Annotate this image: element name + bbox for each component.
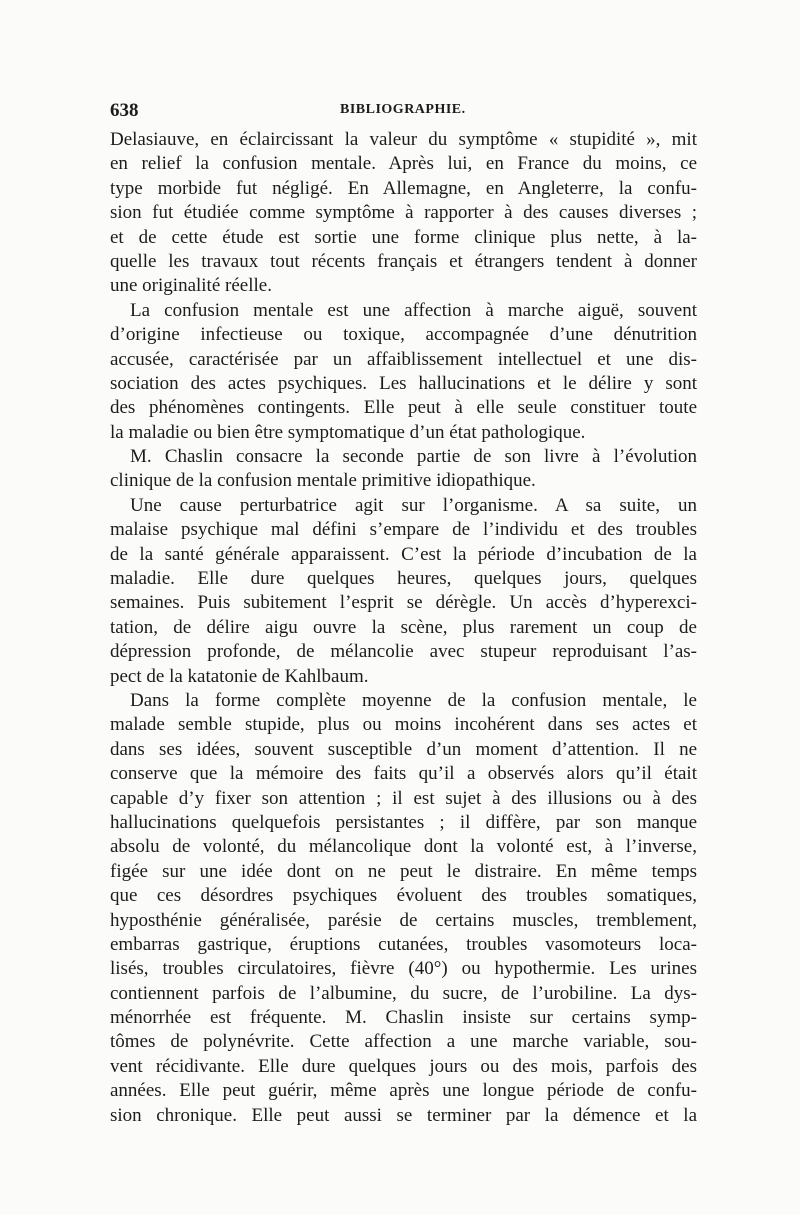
text-line: dépression profonde, de mélancolie avec stupeur reproduisant l’as- <box>110 641 697 663</box>
text-line: hallucinations quelquefois persistantes ; il diffère, par son manque <box>110 811 697 833</box>
page-number: 638 <box>110 100 139 121</box>
text-line: de la santé générale apparaissent. C’est la période d’incubation de la <box>110 543 697 565</box>
body-text <box>110 128 697 1128</box>
text-line: malade semble stupide, plus ou moins incohérent dans ses actes et <box>110 714 697 736</box>
text-line: pect de la katatonie de Kahlbaum. <box>110 665 369 687</box>
text-line: années. Elle peut guérir, même après une longue période de confu- <box>110 1080 697 1102</box>
text-line: embarras gastrique, éruptions cutanées, troubles vasomoteurs loca- <box>110 933 697 955</box>
text-line: ménorrhée est fréquente. M. Chaslin insiste sur certains symp- <box>110 1007 697 1029</box>
text-line: d’origine infectieuse ou toxique, accompagnée d’une dénutrition <box>110 324 697 346</box>
text-line: La confusion mentale est une affection à marche aiguë, souvent <box>130 299 697 321</box>
text-line: que ces désordres psychiques évoluent des troubles somatiques, <box>110 885 697 907</box>
text-line: une originalité réelle. <box>110 275 272 297</box>
text-line: hyposthénie généralisée, parésie de certains muscles, tremblement, <box>110 909 697 931</box>
text-line: absolu de volonté, du mélancolique dont la volonté est, à l’inverse, <box>110 836 697 858</box>
text-line: quelle les travaux tout récents français et étrangers tendent à donner <box>110 250 697 272</box>
text-line: accusée, caractérisée par un affaiblissement intellectuel et une dis- <box>110 348 697 370</box>
text-line: lisés, troubles circulatoires, fièvre (40°) ou hypothermie. Les urines <box>110 958 697 980</box>
text-line: malaise psychique mal défini s’empare de l’individu et des troubles <box>110 519 697 541</box>
text-block <box>110 98 697 1128</box>
text-line: Dans la forme complète moyenne de la confusion mentale, le <box>130 689 697 711</box>
running-head <box>110 98 697 128</box>
text-line: M. Chaslin consacre la seconde partie de son livre à l’évolution <box>130 446 697 468</box>
text-line: Une cause perturbatrice agit sur l’organisme. A sa suite, un <box>130 494 697 516</box>
text-line: tômes de polynévrite. Cette affection a une marche variable, sou- <box>110 1031 697 1053</box>
text-line: capable d’y fixer son attention ; il est sujet à des illusions ou à des <box>110 787 697 809</box>
running-title: BIBLIOGRAPHIE. <box>340 102 466 117</box>
text-line: clinique de la confusion mentale primitive idiopathique. <box>110 470 536 492</box>
text-line: tation, de délire aigu ouvre la scène, plus rarement un coup de <box>110 616 697 638</box>
text-line: et de cette étude est sortie une forme clinique plus nette, à la- <box>110 226 697 248</box>
text-line: contiennent parfois de l’albumine, du sucre, de l’urobiline. La dys- <box>110 982 697 1004</box>
text-line: maladie. Elle dure quelques heures, quelques jours, quelques <box>110 568 697 590</box>
text-line: sion fut étudiée comme symptôme à rapporter à des causes diverses ; <box>110 202 697 224</box>
text-line: en relief la confusion mentale. Après lui, en France du moins, ce <box>110 153 697 175</box>
text-line: type morbide fut négligé. En Allemagne, en Angleterre, la confu- <box>110 177 697 199</box>
text-line: semaines. Puis subitement l’esprit se dérègle. Un accès d’hyperexci- <box>110 592 697 614</box>
text-line: Delasiauve, en éclaircissant la valeur du symptôme « stupidité », mit <box>110 129 697 150</box>
text-line: vent récidivante. Elle dure quelques jours ou des mois, parfois des <box>110 1055 697 1077</box>
text-line: dans ses idées, souvent susceptible d’un moment d’attention. Il ne <box>110 738 697 760</box>
text-line: la maladie ou bien être symptomatique d’un état pathologique. <box>110 421 586 443</box>
text-line: sociation des actes psychiques. Les hallucinations et le délire y sont <box>110 372 697 394</box>
text-line: figée sur une idée dont on ne peut le distraire. En même temps <box>110 860 697 882</box>
text-line: des phénomènes contingents. Elle peut à elle seule constituer toute <box>110 397 697 419</box>
text-line: conserve que la mémoire des faits qu’il a observés alors qu’il était <box>110 763 697 785</box>
text-line: sion chronique. Elle peut aussi se terminer par la démence et la <box>110 1104 697 1126</box>
